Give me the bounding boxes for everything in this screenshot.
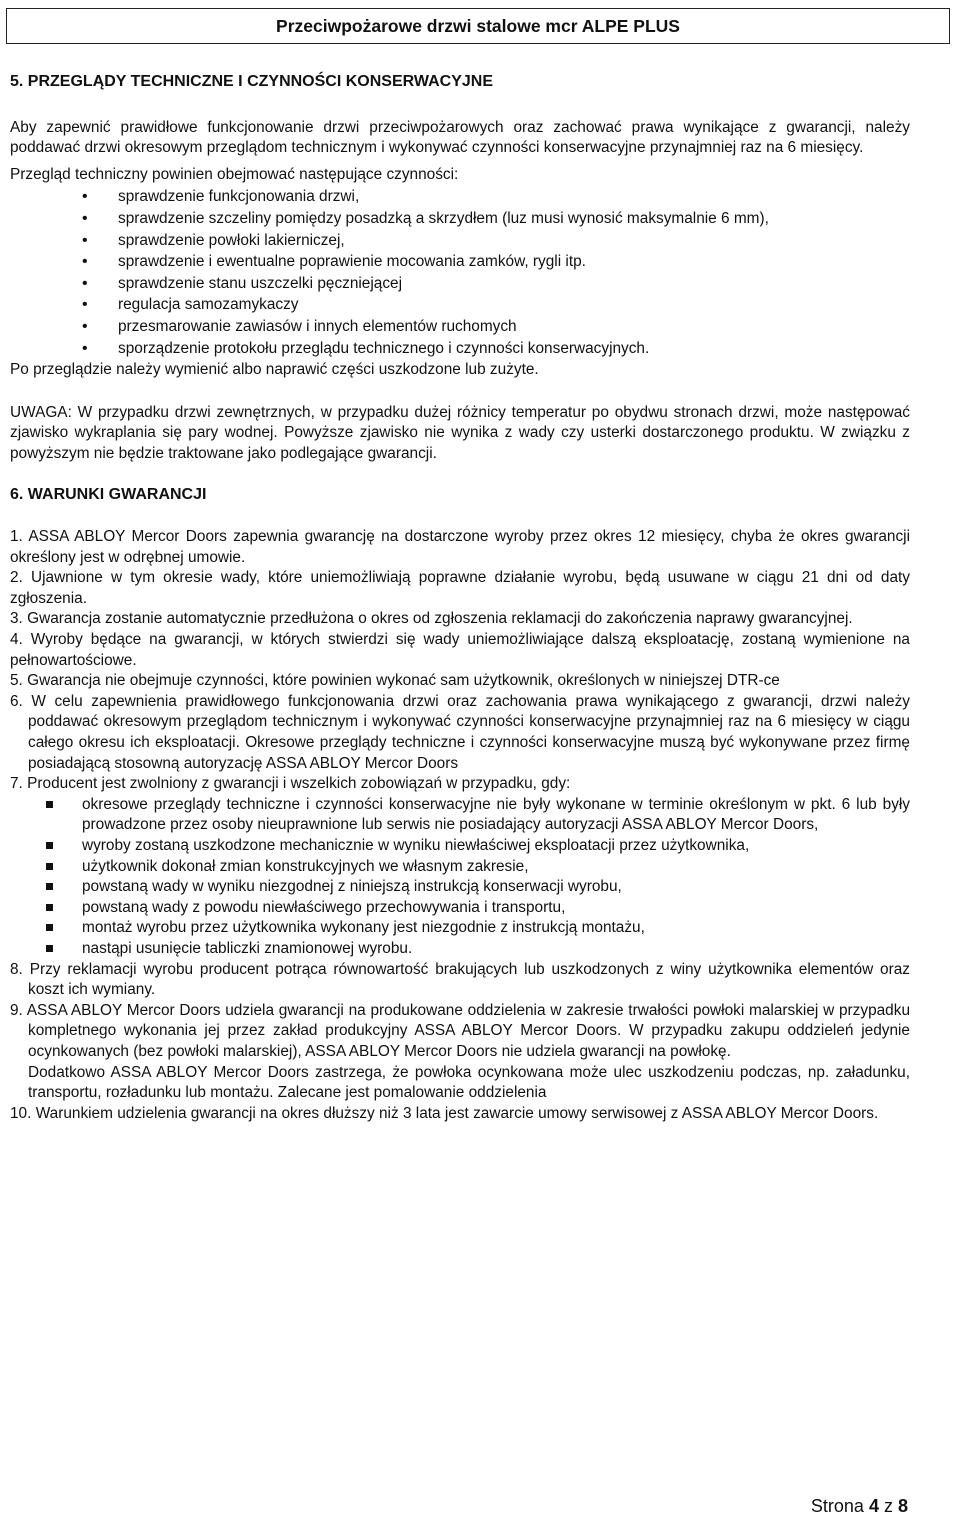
warranty-item-9-extra: Dodatkowo ASSA ABLOY Mercor Doors zastrzega, że powłoka ocynkowana może ulec uszkodzeniu podczas, np. załadunku, transportu, rozładunku lub montażu. Zalecane jest pomalowanie oddzielenia	[28, 1063, 910, 1102]
warranty-conditions-final	[10, 1104, 910, 1125]
list-item: powstaną wady w wyniku niezgodnej z niniejszą instrukcją konserwacji wyrobu,	[10, 877, 910, 898]
inspection-list-intro: Przegląd techniczny powinien obejmować następujące czynności:	[10, 165, 459, 183]
page-content	[10, 72, 910, 1124]
list-item: nastąpi usunięcie tabliczki znamionowej wyrobu.	[10, 939, 910, 960]
warranty-item-5: 5. Gwarancja nie obejmuje czynności, które powinien wykonać sam użytkownik, określonych w niniejszej DTR-ce	[10, 672, 780, 690]
warranty-item-8	[10, 960, 910, 1001]
item-text: Przy reklamacji wyrobu producent potrąca równowartość brakujących lub uszkodzonych z winy użytkownika elementów oraz koszt ich wymiany.	[28, 960, 910, 999]
list-item: • sprawdzenie funkcjonowania drzwi,	[10, 187, 910, 208]
list-item: powstaną wady z powodu niewłaściwego przechowywania i transportu,	[10, 898, 910, 919]
total-pages: 8	[897, 1496, 908, 1516]
section-5-heading: 5. PRZEGLĄDY TECHNICZNE I CZYNNOŚCI KONSERWACYJNE	[10, 73, 494, 90]
warranty-item-6	[10, 692, 910, 774]
list-item: okresowe przeglądy techniczne i czynności konserwacyjne nie były wykonane w terminie określonym w pkt. 6 lub były prowadzone przez osoby nieuprawnione lub serwis nie posiadający autoryzacji ASSA ABLOY Mercor Doors,	[10, 795, 910, 836]
list-item: użytkownik dokonał zmian konstrukcyjnych we własnym zakresie,	[10, 857, 910, 878]
current-page: 4	[868, 1496, 879, 1516]
section-5-intro: Aby zapewnić prawidłowe funkcjonowanie drzwi przeciwpożarowych oraz zachować prawa wynikające z gwarancji, należy poddawać drzwi okresowym przeglądom technicznym i wykonywać czynności konserwacyjne przynajmniej raz na 6 miesięcy.	[10, 118, 910, 157]
list-item: • sprawdzenie szczeliny pomiędzy posadzką a skrzydłem (luz musi wynosić maksymalnie 6 mm),	[10, 209, 910, 230]
item-number: 10.	[10, 1104, 32, 1122]
item-text: Producent jest zwolniony z gwarancji i wszelkich zobowiązań w przypadku, gdy:	[27, 775, 571, 793]
list-item: • przesmarowanie zawiasów i innych elementów ruchomych	[10, 317, 910, 338]
item-number: 9.	[10, 1001, 23, 1019]
warranty-item-9	[10, 1001, 910, 1063]
section-6-heading: 6. WARUNKI GWARANCJI	[10, 485, 207, 503]
warranty-item-4: 4. Wyroby będące na gwarancji, w których stwierdzi się wady uniemożliwiające dalszą eksploatację, zostaną wymienione na pełnowartościowe.	[10, 631, 910, 669]
warranty-item-3: 3. Gwarancja zostanie automatycznie przedłużona o okres od zgłoszenia reklamacji do zakończenia naprawy gwarancyjnej.	[10, 610, 853, 628]
list-item: montaż wyrobu przez użytkownika wykonany jest niezgodnie z instrukcją montażu,	[10, 918, 910, 939]
warranty-conditions-continued	[10, 960, 910, 1063]
exclusion-list	[10, 795, 910, 960]
warranty-conditions	[10, 527, 910, 795]
warranty-item-7	[10, 774, 910, 795]
list-item: • sprawdzenie powłoki lakierniczej,	[10, 231, 910, 252]
inspection-list	[10, 187, 910, 359]
warranty-item-1: 1. ASSA ABLOY Mercor Doors zapewnia gwarancję na dostarczone wyroby przez okres 12 miesięcy, chyba że okres gwarancji określony jest w odrębnej umowie.	[10, 528, 910, 566]
item-text: W celu zapewnienia prawidłowego funkcjonowania drzwi oraz zachowania prawa wynikającego z gwarancji, drzwi należy poddawać okresowym przeglądom technicznym i wykonywać czynności konserwacyjne przynajmniej raz na 6 miesięcy w ciągu całego okresu ich eksploatacji. Okresowe przeglądy techniczne i czynności konserwacyjne muszą być wykonywane przez firmę posiadającą stosowną autoryzację ASSA ABLOY Mercor Doors	[28, 692, 910, 772]
page-header	[6, 8, 950, 44]
list-item: • regulacja samozamykaczy	[10, 295, 910, 316]
page-number-separator: z	[878, 1496, 898, 1516]
item-number: 8.	[10, 960, 23, 978]
item-text: Warunkiem udzielenia gwarancji na okres dłuższy niż 3 lata jest zawarcie umowy serwisowej z ASSA ABLOY Mercor Doors.	[35, 1104, 879, 1122]
after-inspection-note: Po przeglądzie należy wymienić albo naprawić części uszkodzone lub zużyte.	[10, 361, 539, 379]
header-title: Przeciwpożarowe drzwi stalowe mcr ALPE PLUS	[276, 16, 680, 36]
warranty-item-2: 2. Ujawnione w tym okresie wady, które uniemożliwiają poprawne działanie wyrobu, będą usuwane w ciągu 21 dni od daty zgłoszenia.	[10, 569, 910, 607]
warranty-item-10	[10, 1104, 910, 1125]
warning-paragraph: UWAGA: W przypadku drzwi zewnętrznych, w przypadku dużej różnicy temperatur po obydwu stronach drzwi, może następować zjawisko wykraplania się pary wodnej. Powyższe zjawisko nie wynika z wady czy usterki dostarczonego produktu. W związku z powyższym nie będzie traktowane jako podlegające gwarancji.	[10, 403, 910, 462]
list-item: • sporządzenie protokołu przeglądu technicznego i czynności konserwacyjnych.	[10, 339, 910, 360]
item-number: 6.	[10, 692, 23, 710]
list-item: • sprawdzenie i ewentualne poprawienie mocowania zamków, rygli itp.	[10, 252, 910, 273]
item-number: 7.	[10, 775, 23, 793]
page-number-prefix: Strona	[810, 1496, 869, 1516]
page-number	[811, 1496, 908, 1517]
list-item: • sprawdzenie stanu uszczelki pęczniejącej	[10, 274, 910, 295]
item-text: ASSA ABLOY Mercor Doors udziela gwarancji na produkowane oddzielenia w zakresie trwałości powłoki malarskiej w przypadku kompletnego wykonania jej przez zakład produkcyjny ASSA ABLOY Mercor Doors. W przypadku zakupu oddzieleń jedynie ocynkowanych (bez powłoki malarskiej), ASSA ABLOY Mercor Doors nie udziela gwarancji na powłokę.	[26, 1001, 910, 1060]
list-item: wyroby zostaną uszkodzone mechanicznie w wyniku niewłaściwej eksploatacji przez użytkownika,	[10, 836, 910, 857]
